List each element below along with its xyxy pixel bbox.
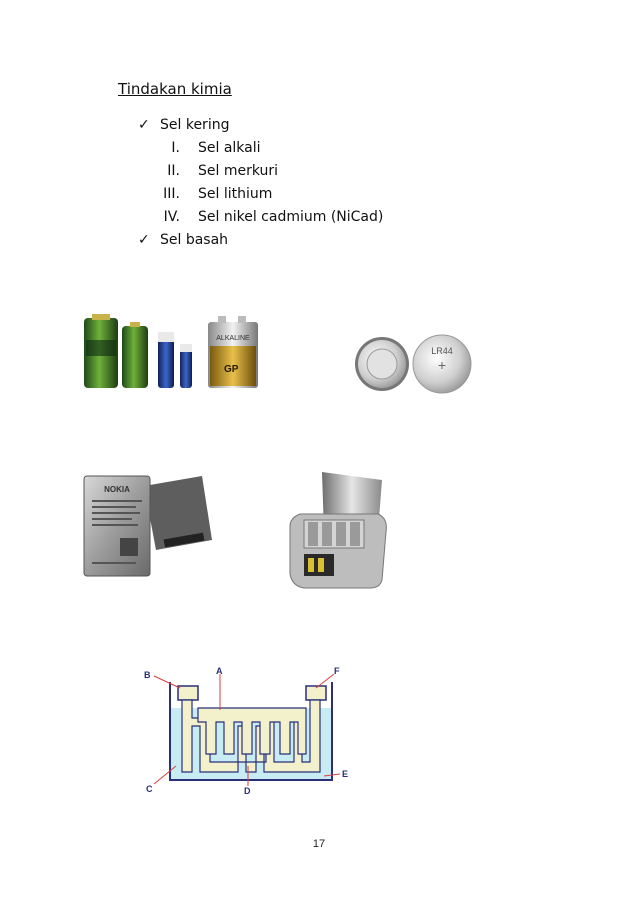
button-cell-image — [346, 330, 476, 400]
battery-label: ALKALINE — [216, 335, 250, 342]
diagram-label-a: A — [216, 666, 223, 676]
wet-cell-label: Sel basah — [160, 232, 229, 248]
coin-label: LR44 — [431, 346, 453, 356]
sub-item-label: Sel lithium — [198, 186, 273, 202]
phone-battery-image — [80, 470, 216, 580]
roman-numeral: III. — [163, 186, 180, 202]
diagram-label-e: E — [342, 769, 349, 779]
battery-charger-image — [282, 462, 392, 592]
diagram-label-f: F — [334, 666, 340, 676]
sub-item-label: Sel merkuri — [198, 163, 279, 179]
roman-numeral: II. — [167, 163, 180, 179]
diagram-label-c: C — [146, 784, 153, 794]
battery-brand: GP — [224, 364, 239, 375]
svg-text:+: + — [437, 357, 447, 373]
checkmark-icon: ✓ — [138, 232, 150, 248]
diagram-label-d: D — [244, 786, 251, 796]
sub-item-label: Sel nikel cadmium (NiCad) — [198, 209, 384, 225]
section-heading: Tindakan kimia — [118, 80, 232, 98]
dry-cell-label: Sel kering — [160, 117, 230, 133]
sub-item-label: Sel alkali — [198, 140, 261, 156]
roman-numeral: I. — [171, 140, 180, 156]
dry-cell-batteries-image — [78, 310, 266, 392]
wet-cell-diagram — [140, 662, 360, 800]
checkmark-icon: ✓ — [138, 117, 150, 133]
page-number: 17 — [312, 838, 326, 850]
roman-numeral: IV. — [163, 209, 180, 225]
phone-brand: NOKIA — [104, 485, 130, 494]
diagram-label-b: B — [144, 670, 151, 680]
